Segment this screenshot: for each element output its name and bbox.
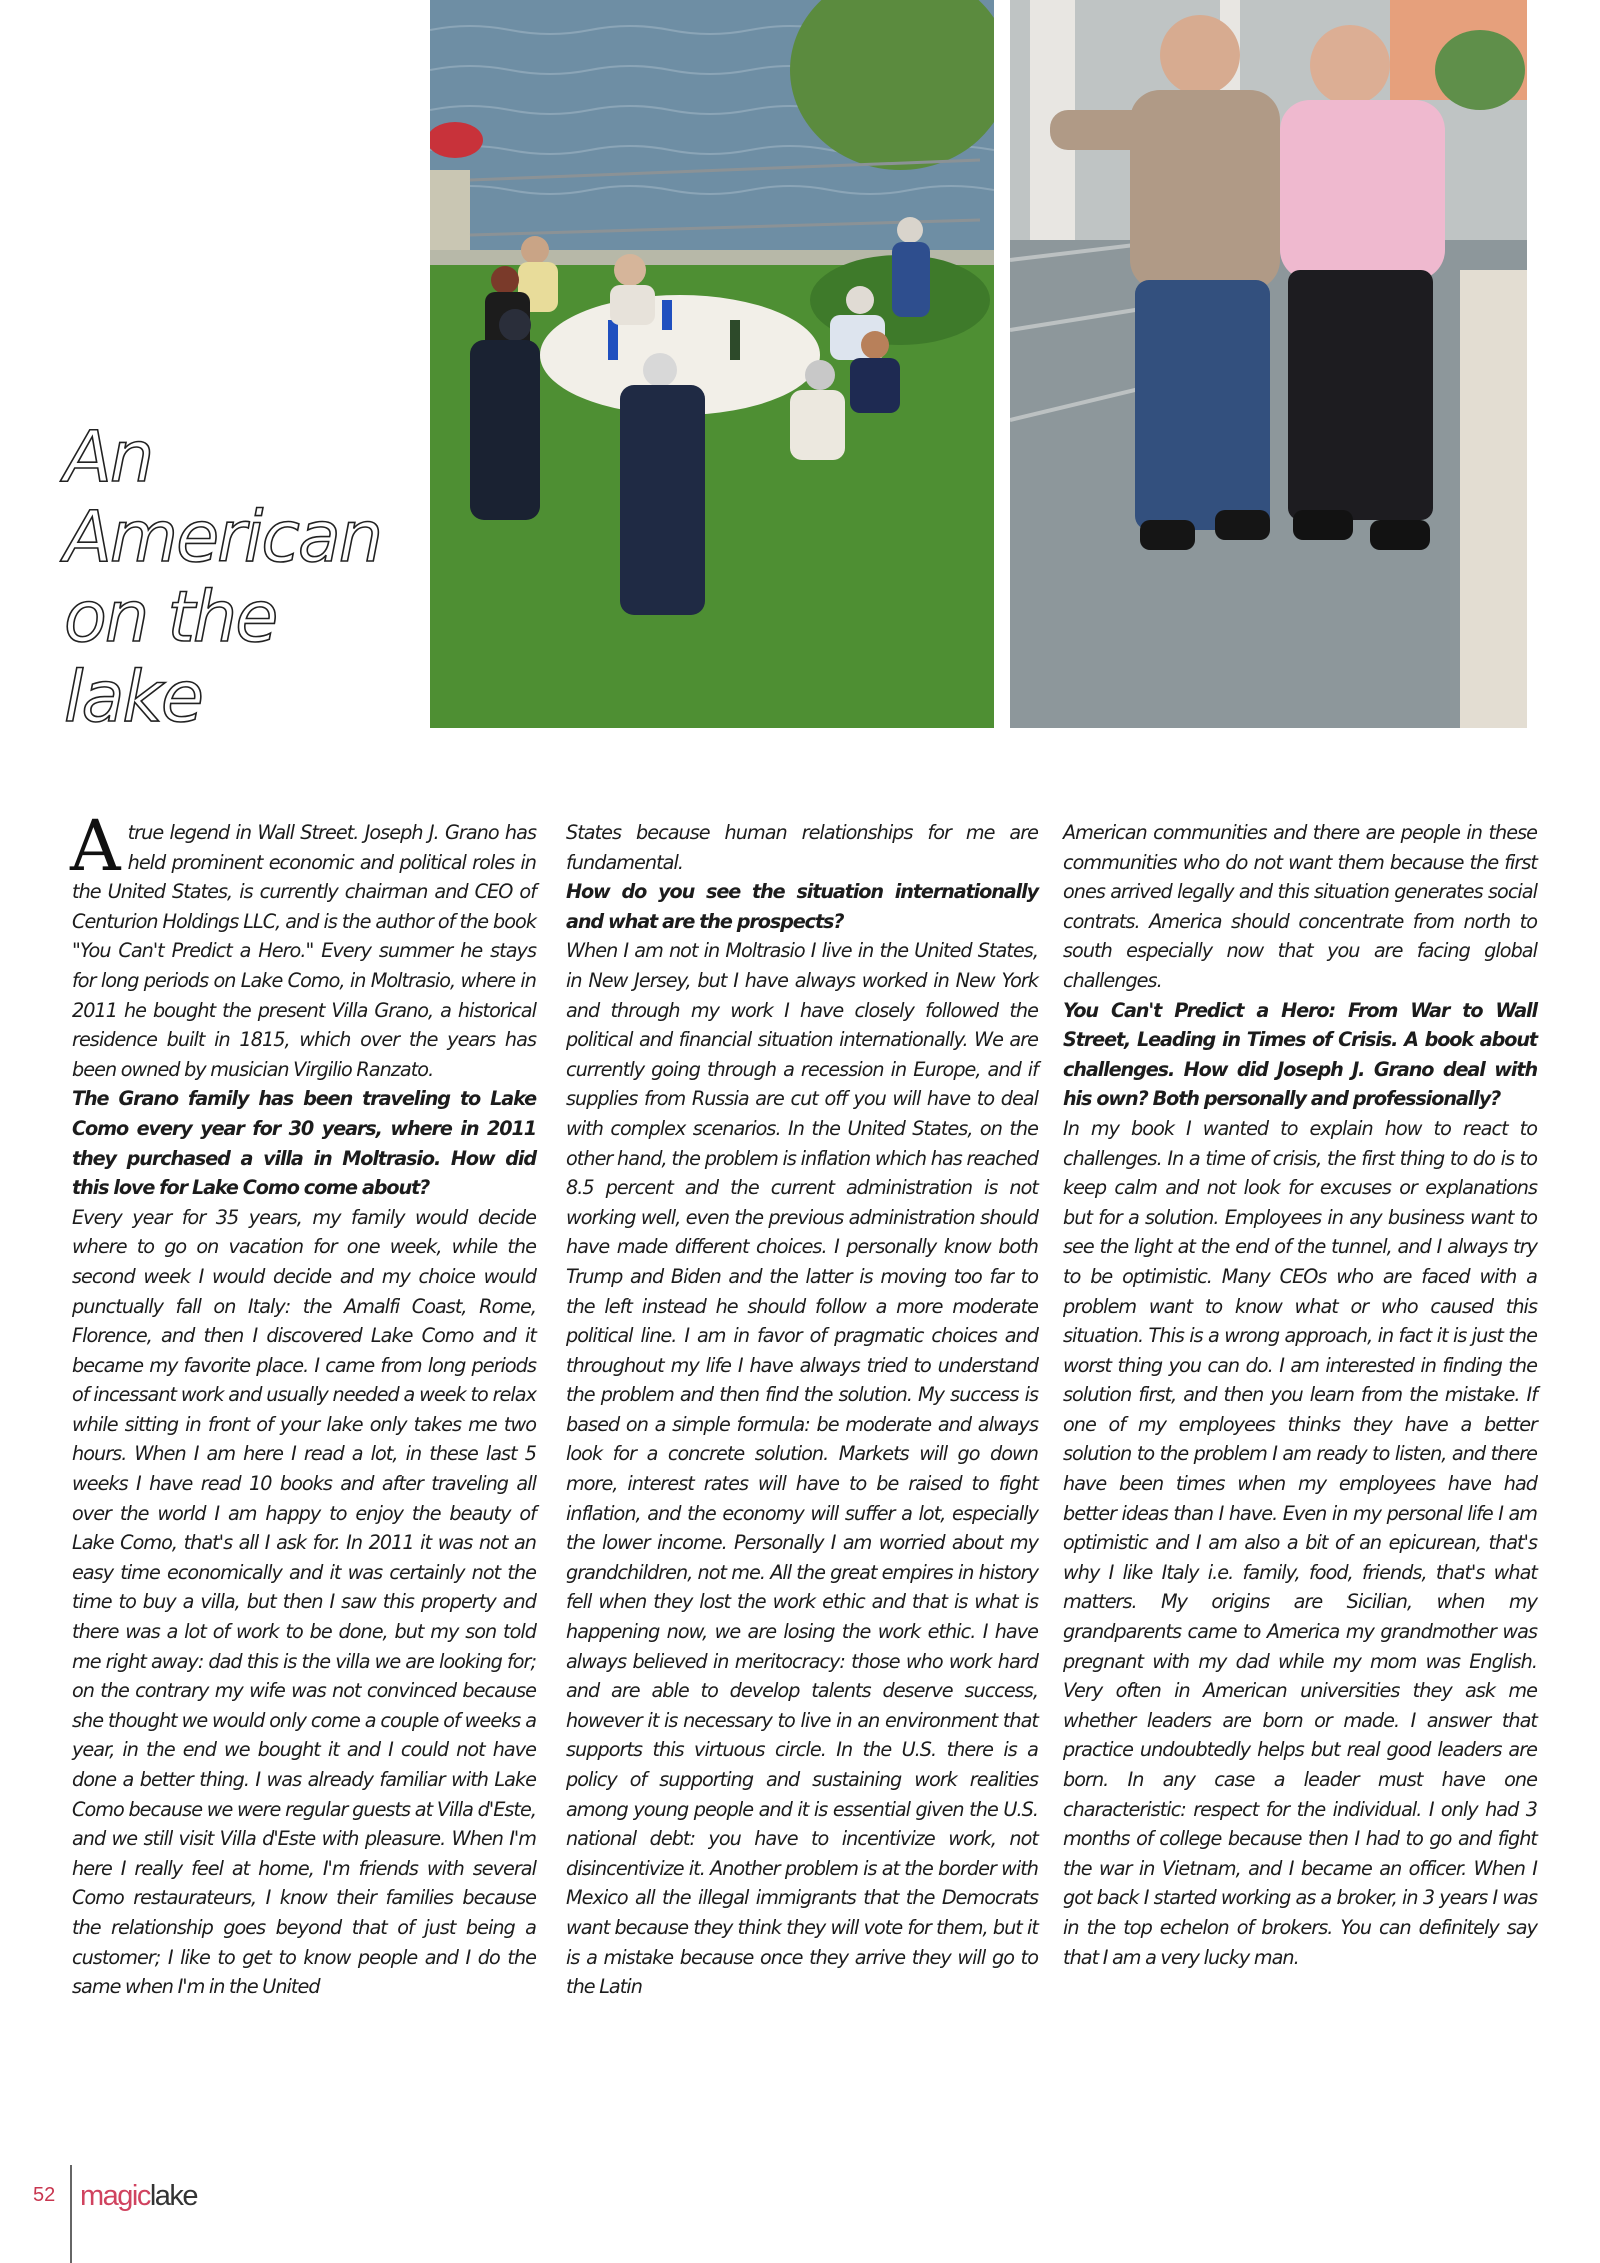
water-bottle: [608, 320, 618, 360]
title-line: An: [64, 415, 153, 498]
logo-lake: lake: [149, 2180, 198, 2212]
intro-paragraph: [70, 805, 536, 1084]
footer-divider: [70, 2165, 72, 2263]
logo-magic: magic: [80, 2180, 150, 2212]
wine-bottle: [730, 320, 740, 360]
intro-text: true legend in Wall Street. Joseph J. Grano has held prominent economic and political roles in the United States, is currently chairman and CEO of Centurion Holdings LLC, and is the author of the book "You Can't Predict a Hero." Every summer he stays for long periods on Lake Como, in Moltrasio, where in 2011 he bought the present Villa Grano, a historical residence built in 1815, which over the years has been owned by musician Virgilio Ranzato.: [72, 821, 536, 1081]
title-line: American: [64, 495, 382, 578]
magiclake-logo: [80, 2180, 197, 2213]
title-line: on the: [64, 575, 277, 658]
answer-2-continued: American communities and there are people in these communities who do not want them because the first ones arrived legally and this situation generates social contrats. America should concentrate from north to south especially now that you are facing global challenges.: [1063, 821, 1537, 992]
title-line: lake: [64, 655, 202, 738]
portrait-scene-illustration: [1010, 0, 1527, 728]
white-chair: [1460, 270, 1527, 728]
man-right-head: [1310, 25, 1390, 105]
question-3: You Can't Predict a Hero: From War to Wall Street, Leading in Times of Crisis. A book about challenges. How did Joseph J. Grano deal with his own? Both personally and professionally?: [1063, 998, 1537, 1111]
lunch-scene-illustration: [430, 0, 994, 728]
article-column-3: [1063, 818, 1537, 1972]
question-2: How do you see the situation internationally and what are the prospects?: [566, 880, 1038, 933]
man-left-head: [1160, 15, 1240, 95]
article-title: [64, 417, 404, 737]
lunch-on-lawn-photo: [430, 0, 994, 728]
man-right-trousers: [1288, 270, 1433, 520]
stone-pillar: [430, 170, 470, 260]
article-column-2: [566, 818, 1038, 2002]
two-men-portrait-photo: [1010, 0, 1527, 728]
page-number: 52: [33, 2184, 56, 2206]
answer-3: In my book I wanted to explain how to react to challenges. In a time of crisis, the first thing to do is to keep calm and not look for excuses or explanations but for a solution. Employees in any business want to see the light at the end of the tunnel, and I always try to be optimistic. Many CEOs who are faced with a problem want to know what or who caused this situation. This is a wrong approach, in fact it is just the worst thing you can do. I am interested in finding the solution first, and then you learn from the mistake. If one of my employees thinks they have a better solution to the problem I am ready to listen, and there have been times when my employees have had better ideas than I have. Even in my personal life I am optimistic and I am also a bit of an epicurean, that's why I like Italy i.e. family, food, friends, that's what matters. My origins are Sicilian, when my grandparents came to America my grandmother was pregnant with my dad while my mom was English. Very often in American universities they ask me whether leaders are born or made. I answer that practice undoubtedly helps but real good leaders are born. In any case a leader must have one characteristic: respect for the individual. I only had 3 months of college because then I had to go and fight the war in Vietnam, and I became an officer. When I got back I started working as a broker, in 3 years I was in the top echelon of brokers. You can definitely say that I am a very lucky man.: [1063, 1116, 1537, 1969]
drop-cap: A: [70, 805, 120, 887]
water-bottle: [662, 300, 672, 330]
man-right-shirt: [1280, 100, 1445, 280]
answer-1: Every year for 35 years, my family would decide where to go on vacation for one week, while the second week I would decide and my choice would punctually fall on Italy: the Amalfi Coast, Rome, Florence, and then I discovered Lake Como and it became my favorite place. I came from long periods of incessant work and usually needed a week to relax while sitting in front of your lake only takes me two hours. When I am here I read a lot, in these last 5 weeks I have read 10 books and after traveling all over the world I am happy to enjoy the beauty of Lake Como, that's all I ask for. In 2011 it was not an easy time economically and it was certainly not the time to buy a villa, but then I saw this property and there was a lot of work to be done, but my son told me right away: dad this is the villa we are looking for; on the contrary my wife was not convinced because she thought we would only come a couple of weeks a year, in the end we bought it and I could not have done a better thing. I was already familiar with Lake Como because we were regular guests at Villa d'Este, and we still visit Villa d'Este with pleasure. When I'm here I really feel at home, I'm friends with several Como restaurateurs, I know their families because the relationship goes beyond that of just being a customer; I like to get to know people and I do the same when I'm in the United: [72, 1205, 536, 1999]
answer-2: When I am not in Moltrasio I live in the United States, in New Jersey, but I have always worked in New York and through my work I have closely followed the political and financial situation internationally. We are currently going through a recession in Europe, and if supplies from Russia are cut off you will have to deal with complex scenarios. In the United States, on the other hand, the problem is inflation which has reached 8.5 percent and the current administration is not working well, even the previous administration should have made different choices. I personally know both Trump and Biden and the latter is moving too far to the left instead he should follow a more moderate political line. I am in favor of pragmatic choices and throughout my life I have always tried to understand the problem and then find the solution. My success is based on a simple formula: be moderate and always look for a concrete solution. Markets will go down more, interest rates will have to be raised to fight inflation, and the economy will suffer a lot, especially the lower income. Personally I am worried about my grandchildren, not me. All the great empires in history fell when they lost the work ethic and that is what is happening now, we are losing the work ethic. I have always believed in meritocracy: those who work hard and are able to develop talents deserve success, however it is necessary to live in an environment that supports this virtuous circle. In the U.S. there is a policy of supporting and sustaining work realities among young people and it is essential given the U.S. national debt: you have to incentivize work, not disincentivize it. Another problem is at the border with Mexico all the illegal immigrants that the Democrats want because they think they will vote for them, but it is a mistake because once they arrive they will go to the Latin: [566, 939, 1038, 1999]
article-column-1: [70, 805, 536, 2002]
answer-1-continued: States because human relationships for me are fundamental.: [566, 821, 1038, 874]
question-1: The Grano family has been traveling to Lake Como every year for 30 years, where in 2011 they purchased a villa in Moltrasio. How did this love for Lake Como come about?: [72, 1087, 536, 1200]
man-left-jeans: [1135, 280, 1270, 530]
